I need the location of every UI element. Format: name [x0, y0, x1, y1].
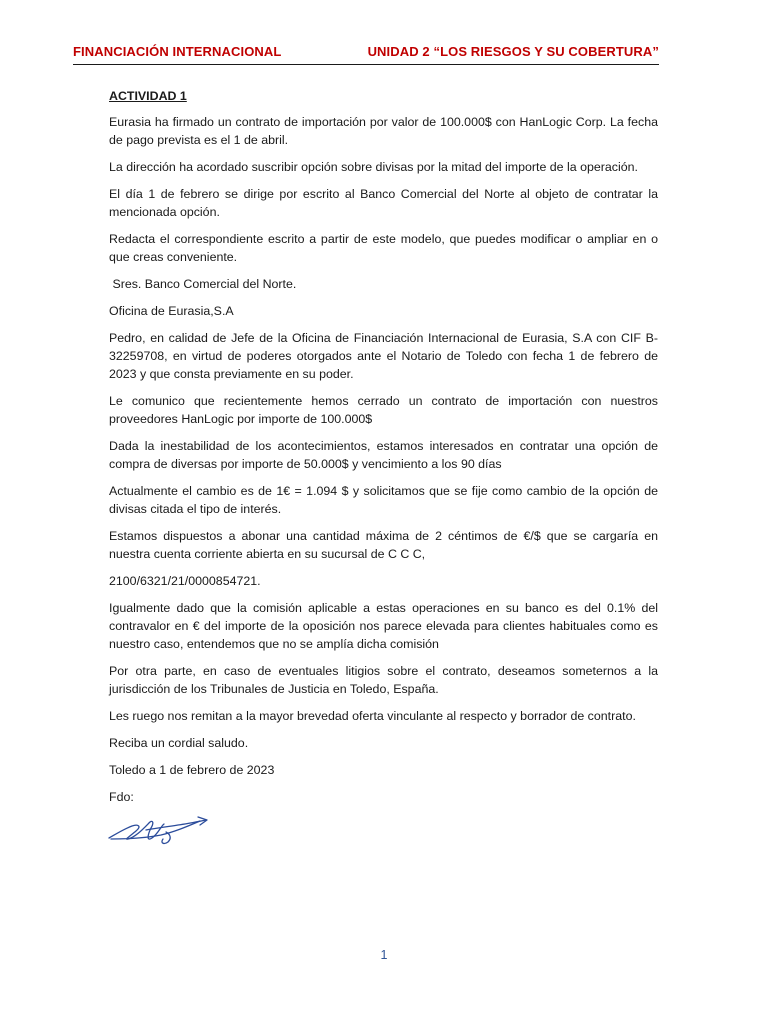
- letter-sender-identification: Pedro, en calidad de Jefe de la Oficina de Financiación Internacional de Eurasia, S.A con CIF B-32259708, en virtud de poderes otorgados ante el Notario de Toledo con fecha 1 de febrero de 2023 y que consta previamente en su poder.: [109, 331, 658, 381]
- page-header: [73, 44, 659, 65]
- paragraph-context: Eurasia ha firmado un contrato de importación por valor de 100.000$ con HanLogic Corp. La fecha de pago prevista es el 1 de abril.: [109, 115, 658, 147]
- letter-premium: Estamos dispuestos a abonar una cantidad máxima de 2 céntimos de €/$ que se cargaría en nuestra cuenta corriente abierta en su sucursal de C C C,: [109, 529, 658, 561]
- letter-place-date: Toledo a 1 de febrero de 2023: [109, 763, 275, 777]
- letter-office: Oficina de Eurasia,S.A: [109, 304, 234, 318]
- letter-option-request: Dada la inestabilidad de los acontecimientos, estamos interesados en contratar una opción de compra de diversas por importe de 50.000$ y vencimiento a los 90 días: [109, 439, 658, 471]
- letter-request-offer: Les ruego nos remitan a la mayor brevedad oferta vinculante al respecto y borrador de contrato.: [109, 709, 636, 723]
- letter-closing: Reciba un cordial saludo.: [109, 736, 249, 750]
- letter-account-number: 2100/6321/21/0000854721.: [109, 574, 261, 588]
- activity-title: ACTIVIDAD 1: [109, 89, 187, 103]
- letter-jurisdiction: Por otra parte, en caso de eventuales litigios sobre el contrato, deseamos someternos a la jurisdicción de los Tribunales de Justicia en Toledo, España.: [109, 664, 658, 696]
- header-course-title: FINANCIACIÓN INTERNACIONAL: [73, 44, 282, 59]
- letter-contract-notice: Le comunico que recientemente hemos cerrado un contrato de importación con nuestros proveedores HanLogic por importe de 100.000$: [109, 394, 658, 426]
- letter-addressee: Sres. Banco Comercial del Norte.: [109, 277, 297, 291]
- paragraph-decision: La dirección ha acordado suscribir opción sobre divisas por la mitad del importe de la operación.: [109, 160, 638, 174]
- handwritten-signature-icon: [106, 812, 214, 852]
- letter-signature-label: Fdo:: [109, 790, 134, 804]
- paragraph-bank-contact: El día 1 de febrero se dirige por escrito al Banco Comercial del Norte al objeto de contratar la mencionada opción.: [109, 187, 658, 219]
- header-unit-title: UNIDAD 2 “LOS RIESGOS Y SU COBERTURA”: [367, 44, 659, 59]
- letter-commission: Igualmente dado que la comisión aplicable a estas operaciones en su banco es del 0.1% del contravalor en € del importe de la oposición nos parece elevada para clientes habituales como es nuestro caso, entendemos que no se amplía dicha comisión: [109, 601, 658, 651]
- letter-exchange-rate: Actualmente el cambio es de 1€ = 1.094 $ y solicitamos que se fije como cambio de la opción de divisas citada el tipo de interés.: [109, 484, 658, 516]
- document-body: [109, 87, 658, 815]
- paragraph-instructions: Redacta el correspondiente escrito a partir de este modelo, que puedes modificar o ampliar en o que creas conveniente.: [109, 232, 658, 264]
- page-number: 1: [380, 948, 388, 962]
